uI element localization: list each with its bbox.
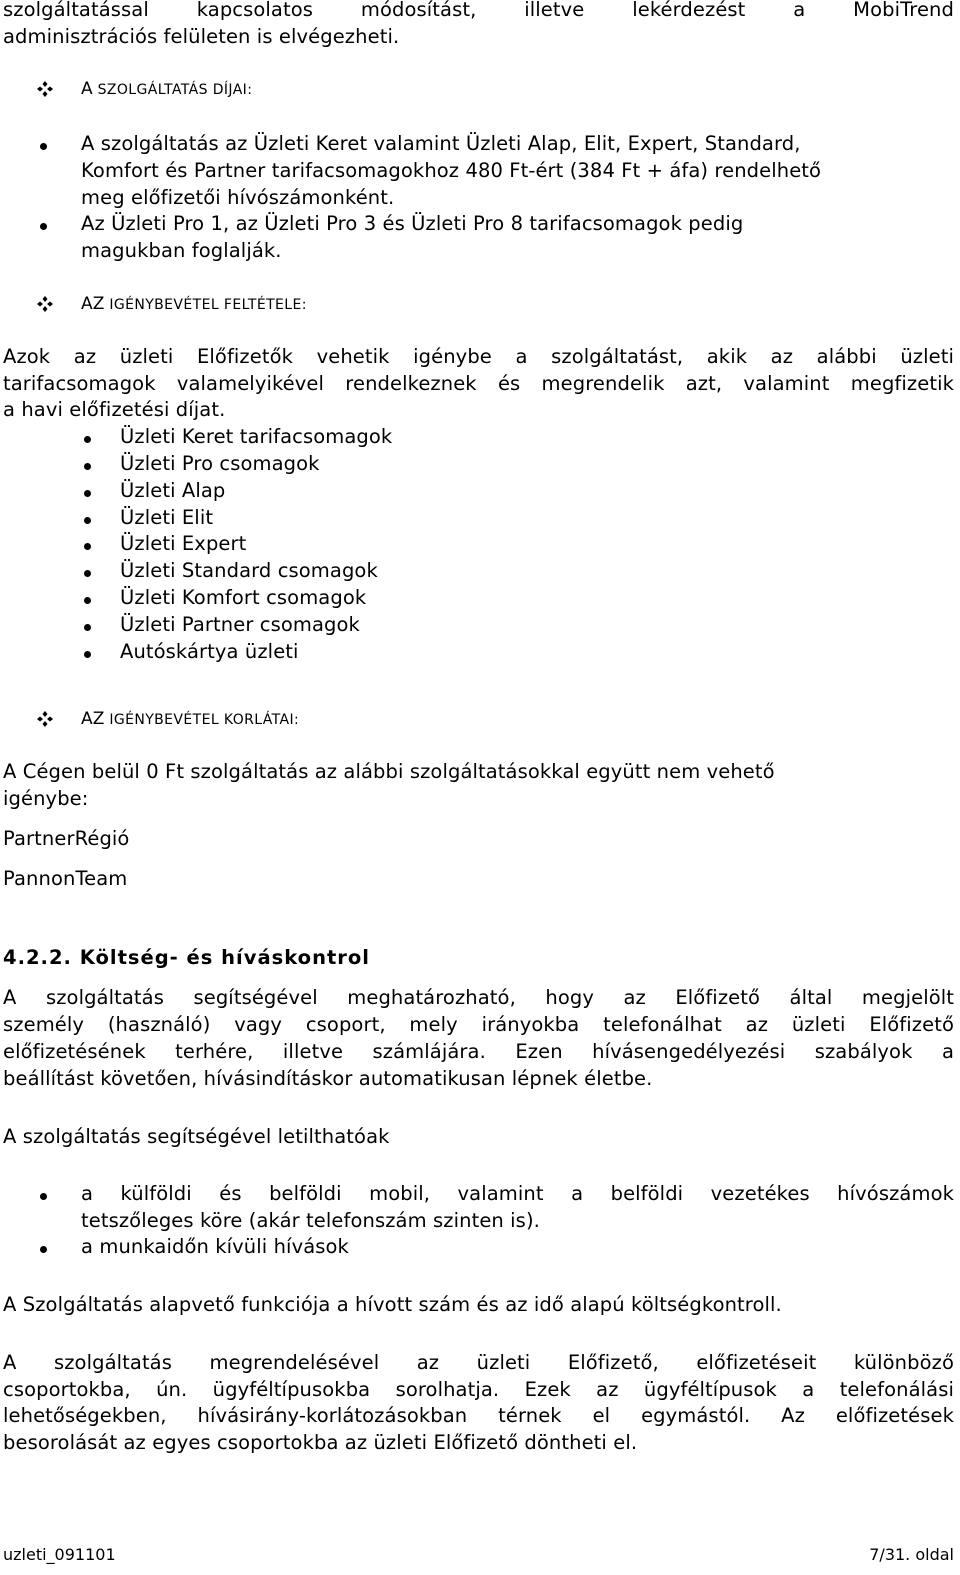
- diamond-bullet-icon: [36, 710, 54, 728]
- cost-bullet-1-line-2: tetszőleges köre (akár telefonszám szinten is).: [81, 1209, 540, 1232]
- bullet-icon: [84, 570, 91, 577]
- footer-doc-id: uzleti_091101: [3, 1545, 116, 1564]
- package-item: Üzleti Alap: [120, 479, 226, 502]
- package-item: Üzleti Partner csomagok: [120, 613, 360, 636]
- fees-item-1-line-2: Komfort és Partner tarifacsomagokhoz 480 Ft-ért (384 Ft + áfa) rendelhető: [81, 159, 822, 182]
- fees-item-1-line-1: A szolgáltatás az Üzleti Keret valamint Üzleti Alap, Elit, Expert, Standard,: [81, 132, 801, 155]
- limits-service: PartnerRégió: [3, 827, 130, 850]
- cost-p1-line-3: előfizetésének terhére, illetve számlájára. Ezen hívásengedélyezési szabályok a: [3, 1040, 954, 1063]
- cost-p1-line-1: A szolgáltatás segítségével meghatározható, hogy az Előfizető által megjelölt: [3, 986, 954, 1009]
- limits-heading: AZ IGÉNYBEVÉTEL KORLÁTAI:: [81, 709, 300, 729]
- bullet-icon: [84, 624, 91, 631]
- cost-p1-line-4: beállítást követően, hívásindításkor automatikusan lépnek életbe.: [3, 1067, 653, 1090]
- conditions-para-line-3: a havi előfizetési díjat.: [3, 398, 226, 421]
- bullet-icon: [40, 1193, 47, 1200]
- intro-line-2: adminisztrációs felületen is elvégezheti.: [3, 25, 400, 48]
- cost-bullet-2: a munkaidőn kívüli hívások: [81, 1235, 349, 1258]
- bullet-icon: [40, 1246, 47, 1253]
- package-item: Autóskártya üzleti: [120, 640, 299, 663]
- bullet-icon: [84, 517, 91, 524]
- package-item: Üzleti Standard csomagok: [120, 559, 378, 582]
- footer-page-number: 7/31. oldal: [869, 1545, 954, 1564]
- cost-p4-line-2: csoportokba, ún. ügyféltípusokba sorolhatja. Ezek az ügyféltípusok a telefonálási: [3, 1378, 954, 1401]
- limits-para-line-2: igénybe:: [3, 787, 89, 810]
- cost-p1-line-2: személy (használó) vagy csoport, mely irányokba telefonálhat az üzleti Előfizető: [3, 1013, 954, 1036]
- diamond-bullet-icon: [36, 295, 54, 313]
- bullet-icon: [84, 490, 91, 497]
- conditions-heading: AZ IGÉNYBEVÉTEL FELTÉTELE:: [81, 294, 307, 314]
- fees-heading: A SZOLGÁLTATÁS DÍJAI:: [81, 79, 253, 99]
- bullet-icon: [84, 597, 91, 604]
- package-item: Üzleti Komfort csomagok: [120, 586, 367, 609]
- fees-item-1-line-3: meg előfizetői hívószámonként.: [81, 186, 395, 209]
- conditions-para-line-1: Azok az üzleti Előfizetők vehetik igénybe a szolgáltatást, akik az alábbi üzleti: [3, 345, 954, 368]
- package-item: Üzleti Keret tarifacsomagok: [120, 425, 393, 448]
- fees-item-2-line-2: magukban foglalják.: [81, 239, 282, 262]
- bullet-icon: [84, 651, 91, 658]
- bullet-icon: [84, 463, 91, 470]
- limits-service: PannonTeam: [3, 867, 128, 890]
- section-title: 4.2.2. Költség- és híváskontrol: [3, 946, 370, 969]
- bullet-icon: [40, 223, 47, 230]
- cost-bullet-1-line-1: a külföldi és belföldi mobil, valamint a belföldi vezetékes hívószámok: [81, 1182, 954, 1205]
- package-item: Üzleti Elit: [120, 506, 214, 529]
- bullet-icon: [40, 143, 47, 150]
- package-item: Üzleti Expert: [120, 532, 247, 555]
- fees-item-2-line-1: Az Üzleti Pro 1, az Üzleti Pro 3 és Üzleti Pro 8 tarifacsomagok pedig: [81, 212, 744, 235]
- cost-p2: A szolgáltatás segítségével letilthatóak: [3, 1125, 390, 1148]
- package-item: Üzleti Pro csomagok: [120, 452, 320, 475]
- diamond-bullet-icon: [36, 80, 54, 98]
- limits-para-line-1: A Cégen belül 0 Ft szolgáltatás az alábbi szolgáltatásokkal együtt nem vehető: [3, 760, 775, 783]
- conditions-para-line-2: tarifacsomagok valamelyikével rendelkeznek és megrendelik azt, valamint megfizetik: [3, 372, 954, 395]
- intro-line-1: szolgáltatással kapcsolatos módosítást, illetve lekérdezést a MobiTrend: [3, 0, 954, 21]
- cost-p4-line-1: A szolgáltatás megrendelésével az üzleti Előfizető, előfizetéseit különböző: [3, 1351, 954, 1374]
- cost-p4-line-3: lehetőségekben, hívásirány-korlátozásokban térnek el egymástól. Az előfizetések: [3, 1404, 954, 1427]
- bullet-icon: [84, 543, 91, 550]
- cost-p4-line-4: besorolását az egyes csoportokba az üzleti Előfizető döntheti el.: [3, 1431, 638, 1454]
- bullet-icon: [84, 436, 91, 443]
- cost-p3: A Szolgáltatás alapvető funkciója a hívott szám és az idő alapú költségkontroll.: [3, 1293, 782, 1316]
